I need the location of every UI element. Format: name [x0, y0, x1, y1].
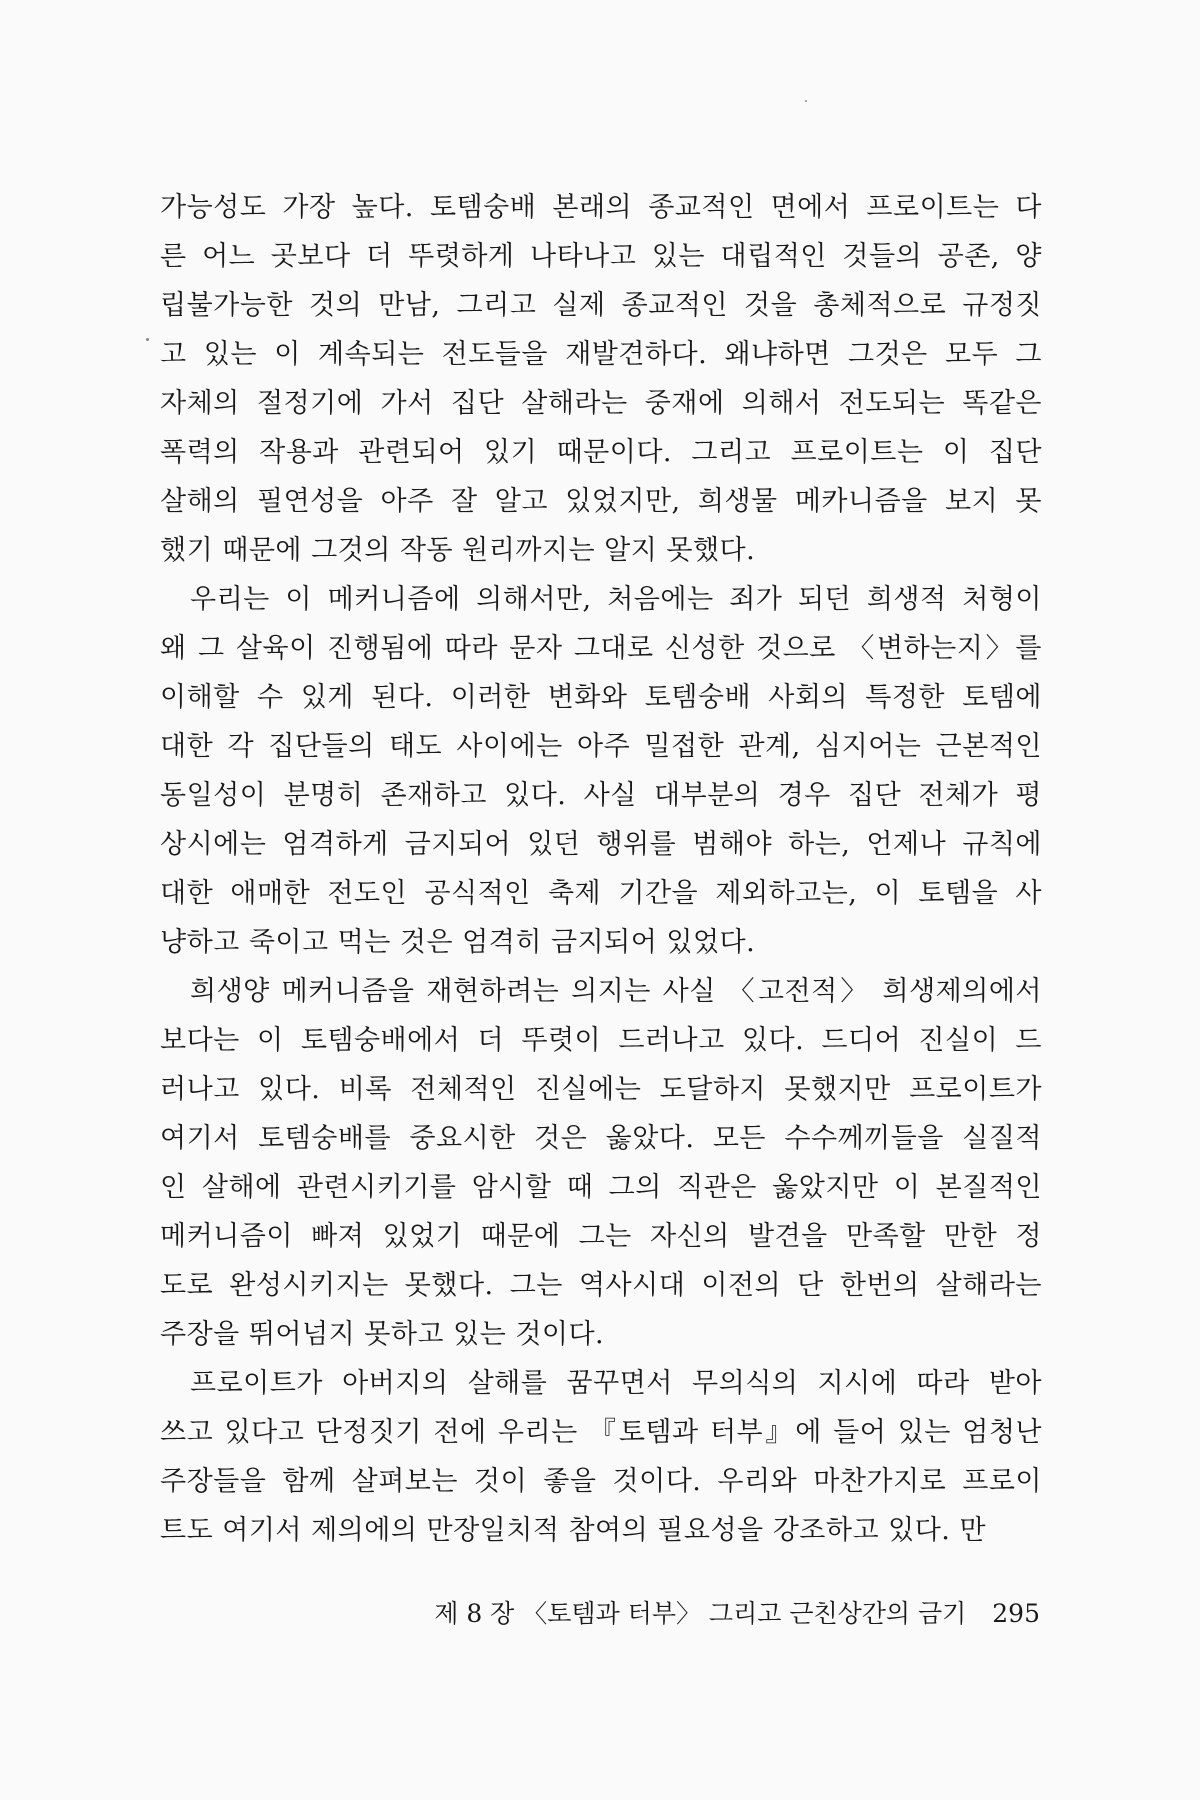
text-line: 폭력의 작용과 관련되어 있기 때문이다. 그리고 프로이트는 이 집단: [160, 437, 1042, 468]
text-line: 러나고 있다. 비록 전체적인 진실에는 도달하지 못했지만 프로이트가: [160, 1074, 1042, 1105]
text-line: 자체의 절정기에 가서 집단 살해라는 중재에 의해서 전도되는 똑같은: [160, 388, 1042, 419]
text-line: 프로이트가 아버지의 살해를 꿈꾸면서 무의식의 지시에 따라 받아: [190, 1368, 1042, 1399]
paragraph: [160, 575, 1042, 967]
text-line: 여기서 토템숭배를 중요시한 것은 옳았다. 모든 수수께끼들을 실질적: [160, 1123, 1042, 1154]
text-line: 동일성이 분명히 존재하고 있다. 사실 대부분의 경우 집단 전체가 평: [160, 780, 1042, 811]
text-line: 른 어느 곳보다 더 뚜렷하게 나타나고 있는 대립적인 것들의 공존, 양: [160, 241, 1042, 272]
text-line: 주장들을 함께 살펴보는 것이 좋을 것이다. 우리와 마찬가지로 프로이: [160, 1466, 1042, 1497]
text-line: 보다는 이 토템숭배에서 더 뚜렷이 드러나고 있다. 드디어 진실이 드: [160, 1025, 1042, 1056]
text-line: 메커니즘이 빠져 있었기 때문에 그는 자신의 발견을 만족할 만한 정: [160, 1221, 1042, 1252]
chapter-title: 제 8 장 〈토템과 터부〉 그리고 근친상간의 금기: [434, 1599, 967, 1628]
text-line: 인 살해에 관련시키기를 암시할 때 그의 직관은 옳았지만 이 본질적인: [160, 1172, 1042, 1203]
scan-speck: [805, 100, 807, 102]
body-text: [160, 183, 1042, 1555]
text-line: 주장을 뛰어넘지 못하고 있는 것이다.: [160, 1319, 605, 1350]
text-line: 살해의 필연성을 아주 잘 알고 있었지만, 희생물 메카니즘을 보지 못: [160, 486, 1042, 517]
text-line: 왜 그 살육이 진행됨에 따라 문자 그대로 신성한 것으로 〈변하는지〉를: [160, 633, 1042, 664]
running-footer: [434, 1594, 1040, 1630]
paragraph: [160, 967, 1042, 1359]
text-line: 고 있는 이 계속되는 전도들을 재발견하다. 왜냐하면 그것은 모두 그: [160, 339, 1042, 370]
text-line: 했기 때문에 그것의 작동 원리까지는 알지 못했다.: [160, 535, 756, 566]
text-line: 립불가능한 것의 만남, 그리고 실제 종교적인 것을 총체적으로 규정짓: [160, 290, 1042, 321]
text-line: 도로 완성시키지는 못했다. 그는 역사시대 이전의 단 한번의 살해라는: [160, 1270, 1042, 1301]
text-line: 이해할 수 있게 된다. 이러한 변화와 토템숭배 사회의 특정한 토템에: [160, 682, 1042, 713]
text-line: 대한 애매한 전도인 공식적인 축제 기간을 제외하고는, 이 토템을 사: [160, 878, 1042, 909]
text-line: 쓰고 있다고 단정짓기 전에 우리는 『토템과 터부』에 들어 있는 엄청난: [160, 1417, 1042, 1448]
paragraph: [160, 1359, 1042, 1555]
text-line: 우리는 이 메커니즘에 의해서만, 처음에는 죄가 되던 희생적 처형이: [190, 584, 1042, 615]
text-line: 상시에는 엄격하게 금지되어 있던 행위를 범해야 하는, 언제나 규칙에: [160, 829, 1042, 860]
text-line: 가능성도 가장 높다. 토템숭배 본래의 종교적인 면에서 프로이트는 다: [160, 192, 1042, 223]
paragraph: [160, 183, 1042, 575]
text-line: 트도 여기서 제의에의 만장일치적 참여의 필요성을 강조하고 있다. 만: [160, 1515, 987, 1546]
text-line: 냥하고 죽이고 먹는 것은 엄격히 금지되어 있었다.: [160, 927, 756, 958]
page-number: 295: [992, 1599, 1040, 1628]
text-line: 대한 각 집단들의 태도 사이에는 아주 밀접한 관계, 심지어는 근본적인: [160, 731, 1042, 762]
scan-speck: [146, 338, 149, 341]
text-line: 희생양 메커니즘을 재현하려는 의지는 사실 〈고전적〉 희생제의에서: [190, 976, 1042, 1007]
